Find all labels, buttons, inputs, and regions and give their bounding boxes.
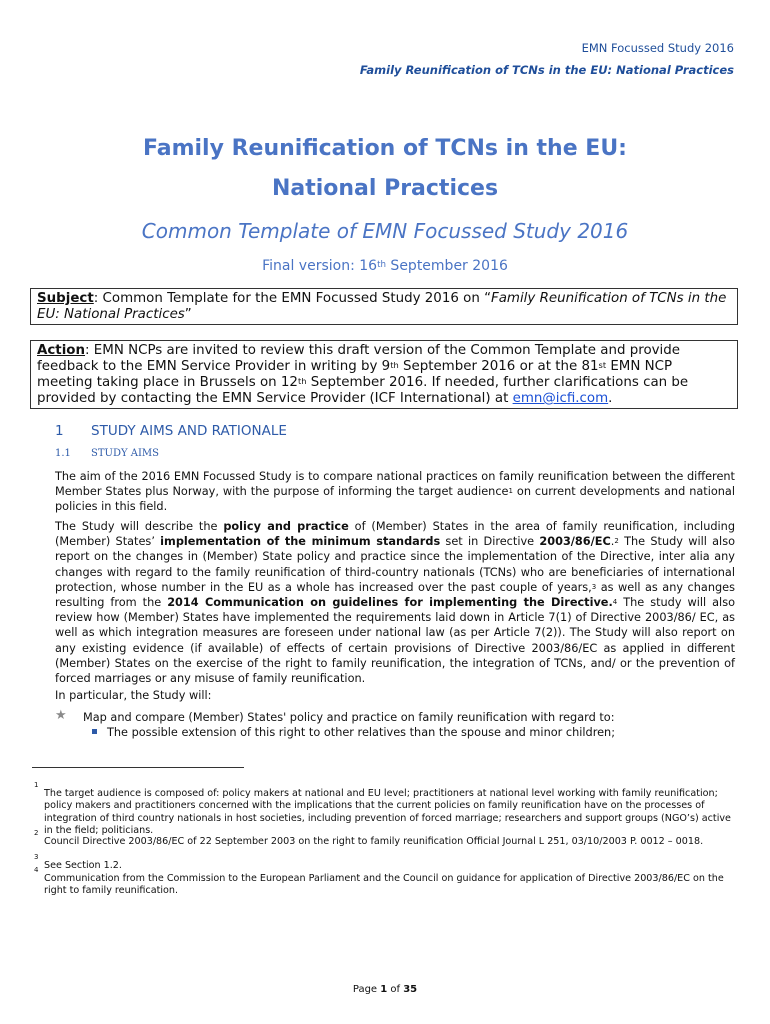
footnote-1: 1 The target audience is composed of: policy makers at national and EU level; practitioners at national level working with family reunification; policy makers and practitioners concerned with the implications that the current policies on family reunification have on the processes of integration of third country nationals in host societies, including prevention of forced marriage; researchers and support groups (NGO’s) active in the field; politicians. (34, 781, 731, 836)
footnote-ref-1[interactable]: 1 (508, 487, 513, 496)
subject-label: Subject (37, 291, 94, 306)
footnote-3: 3 See Section 1.2. (34, 853, 122, 871)
star-bullet-icon: ★ (55, 708, 67, 723)
footnote-ref-2[interactable]: 2 (614, 537, 619, 546)
subsection-heading: 1.1 STUDY AIMS (55, 448, 160, 459)
document-subtitle: Common Template of EMN Focussed Study 2016 (141, 219, 629, 243)
email-link[interactable]: emn@icfi.com (512, 391, 609, 406)
running-header-subtitle: Family Reunification of TCNs in the EU: National Practices (359, 63, 734, 77)
version-line: Final version: 16th September 2016 (262, 258, 508, 274)
action-label: Action (37, 343, 86, 358)
footnote-separator (32, 767, 244, 768)
action-box: Action: EMN NCPs are invited to review this draft version of the Common Template and provide feedback to the EMN Service Provider in writing by 9th September 2016 or at the 81st EMN NCP meeting taking place in Brussels on 12th September 2016. If needed, further clarifications can be provided by contacting the EMN Service Provider (ICF International) at emn@icfi.com. (30, 340, 738, 409)
section-heading: 1 STUDY AIMS AND RATIONALE (55, 423, 287, 439)
running-header-title: EMN Focussed Study 2016 (581, 41, 734, 55)
footnote-ref-3[interactable]: 3 (591, 582, 597, 591)
page-number: Page 1 of 35 (352, 984, 418, 995)
footnote-2: 2 Council Directive 2003/86/EC of 22 September 2003 on the right to family reunification Official Journal L 251, 03/10/2003 P. 0012 – 0018. (34, 829, 704, 847)
footnote-4: 4 Communication from the Commission to the European Parliament and the Council on guidance for application of Directive 2003/86/EC on the right to family reunification. (34, 866, 724, 897)
paragraph-in-particular: In particular, the Study will: (55, 689, 212, 702)
subject-box: Subject: Common Template for the EMN Focussed Study 2016 on “Family Reunification of TCNs in the EU: National Practices” (30, 288, 738, 325)
document-title-line1: Family Reunification of TCNs in the EU: (143, 136, 627, 161)
bullet-item-level2: The possible extension of this right to other relatives than the spouse and minor children; (92, 725, 615, 740)
document-page: EMN Focussed Study 2016 Family Reunification of TCNs in the EU: National Practices Family Reunification of TCNs in the EU: National Practices Common Template of EMN Focussed Study 2016 Final version: 16th September 2016 Subject: Common Template for the EMN Focussed Study 2016 on “Family Reunification of TCNs in the EU: National Practices” Action: EMN NCPs are invited to review this draft version of the Common Template and provide feedback to the EMN Service Provider in writing by 9th September 2016 or at the 81st EMN NCP meeting taking place in Brussels on 12th September 2016. If needed, further clarifications can be provided by contacting the EMN Service Provider (ICF International) at emn@icfi.com. 1 STUDY AIMS AND RATIONALE 1.1 STUDY AIMS The aim of the 2016 EMN Focussed Study is to compare national practices on family reunification between the different Member States plus Norway, with the purpose of informing the target audience$^1$ on current developments and national policies in this field. The Study will describe the policy and practice of (Member) States in the area of family reunification, including (Member) States’ implementation of the minimum standards set in Directive 2003/86/EC.$^2$ The Study will also report on the changes in (Member) State policy and practice since the implementation of the Directive, inter alia any changes with regard to the family reunification of third-country nationals (TCNs) who are beneficiaries of international protection, whose number in the EU as a whole has increased over the past couple of years,$^3$ as well as any changes resulting from the 2014 Communication on guidelines for implementing the Directive.$^4$ The study will also review how (Member) States have implemented the requirements laid down in Article 7(1) of Directive 2003/86/ EC, as well as which integration measures are foreseen under national law (as per Article 7(2)). The Study will also report on any existing evidence (if available) of effects of certain provisions of Directive 2003/86/EC as applied in different (Member) States on the exercise of the right to family reunification, the integration of TCNs, and/ or the prevention of forced marriages or any misuse of family reunification. In particular, the Study will: ★ Map and compare (Member) States' policy and practice on family reunification with regard to: The possible extension of this right to other relatives than the spouse and minor children; 1 The target audience is composed of: policy makers at national and EU level; practitioners at national level working with family reunification; policy makers and practitioners concerned with the implications that the current policies on family reunification have on the processes of integration of third country nationals in host societies, including prevention of forced marriage; researchers and support groups (NGO’s) active in the field; politicians. 2 Council Directive 2003/86/EC of 22 September 2003 on the right to family reunification Official Journal L 251, 03/10/2003 P. 0012 – 0018. 3 See Section 1.2. 4 Communication from the Commission to the European Parliament and the Council on guidance for application of Directive 2003/86/EC on the right to family reunification. Page 1 of 35 (0, 0, 770, 1024)
document-title-line2: National Practices (271, 176, 499, 201)
square-bullet-icon (92, 729, 97, 734)
footnote-ref-4[interactable]: 4 (612, 597, 618, 606)
paragraph-study-scope: The Study will describe the policy and practice of (Member) States in the area of family reunification, including (Member) States’ implementation of the minimum standards set in Directive 2003/86/EC.$^2$ The Study will also report on the changes in (Member) State policy and practice since the implementation of the Directive, inter alia any changes with regard to the family reunification of third-country nationals (TCNs) who are beneficiaries of international protection, whose number in the EU as a whole has increased over the past couple of years,$^3$ as well as any changes resulting from the 2014 Communication on guidelines for implementing the Directive.$^4$ The study will also review how (Member) States have implemented the requirements laid down in Article 7(1) of Directive 2003/86/ EC, as well as which integration measures are foreseen under national law (as per Article 7(2)). The Study will also report on any existing evidence (if available) of effects of certain provisions of Directive 2003/86/EC as applied in different (Member) States on the exercise of the right to family reunification, the integration of TCNs, and/ or the prevention of forced marriages or any misuse of family reunification. (55, 520, 735, 686)
paragraph-study-aim: The aim of the 2016 EMN Focussed Study is to compare national practices on family reunification between the different Member States plus Norway, with the purpose of informing the target audience$^1$ on current developments and national policies in this field. (55, 470, 735, 514)
